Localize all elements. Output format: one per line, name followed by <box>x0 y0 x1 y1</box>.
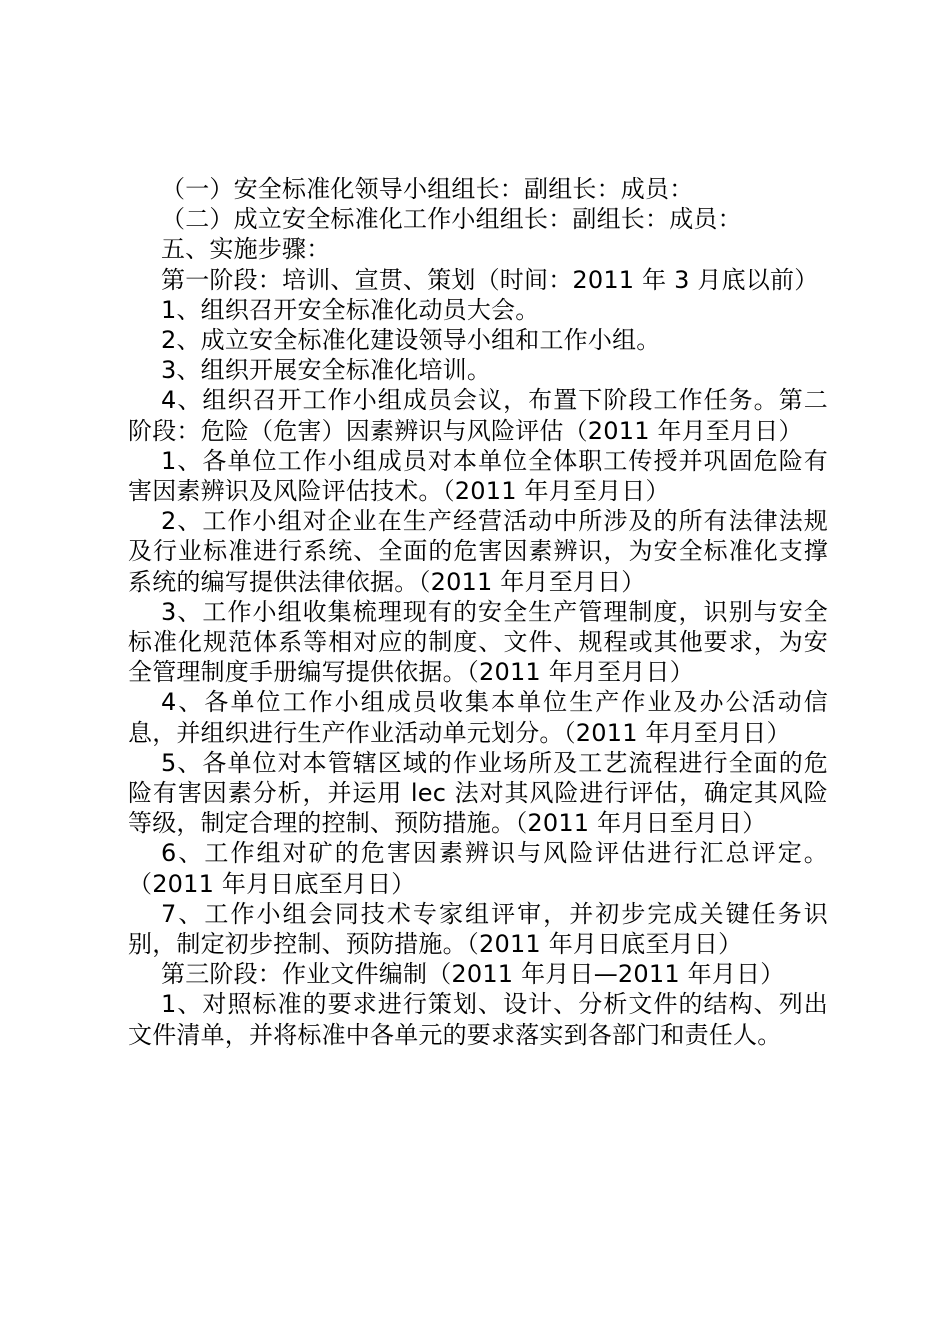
list-item: 5、各单位对本管辖区域的作业场所及工艺流程进行全面的危险有害因素分析，并运用 lec 法对其风险进行评估，确定其风险等级，制定合理的控制、预防措施。（2011 年月日至月日） <box>128 748 828 838</box>
list-item: 2、成立安全标准化建设领导小组和工作小组。 <box>161 326 661 355</box>
section-heading: 五、实施步骤： <box>161 235 331 264</box>
document-body <box>128 174 828 1050</box>
list-item: 1、组织召开安全标准化动员大会。 <box>161 295 540 324</box>
list-item: 6、工作组对矿的危害因素辨识与风险评估进行汇总评定。（2011 年月日底至月日） <box>128 839 828 898</box>
list-item: 2、工作小组对企业在生产经营活动中所涉及的所有法律法规及行业标准进行系统、全面的危害因素辨识，为安全标准化支撑系统的编写提供法律依据。（2011 年月至月日） <box>128 507 828 596</box>
list-item: 3、工作小组收集梳理现有的安全生产管理制度，识别与安全标准化规范体系等相对应的制度、文件、规程或其他要求，为安全管理制度手册编写提供依据。（2011 年月至月日） <box>128 597 828 687</box>
list-item: 7、工作小组会同技术专家组评审，并初步完成关键任务识别，制定初步控制、预防措施。（2011 年月日底至月日） <box>128 899 828 959</box>
paragraph: （二）成立安全标准化工作小组组长：副组长：成员： <box>161 205 742 234</box>
list-item: 3、组织开展安全标准化培训。 <box>161 356 492 385</box>
list-item: 4、各单位工作小组成员收集本单位生产作业及办公活动信息，并组织进行生产作业活动单元划分。（2011 年月至月日） <box>128 688 828 747</box>
phase-heading: 第三阶段：作业文件编制（2011 年月日—2011 年月日） <box>161 960 785 989</box>
list-item: 1、对照标准的要求进行策划、设计、分析文件的结构、列出文件清单，并将标准中各单元的要求落实到各部门和责任人。 <box>128 990 828 1049</box>
paragraph: （一）安全标准化领导小组组长：副组长：成员： <box>161 175 694 203</box>
list-item: 1、各单位工作小组成员对本单位全体职工传授并巩固危险有害因素辨识及风险评估技术。（2011 年月至月日） <box>128 446 828 506</box>
list-item: 4、组织召开工作小组成员会议，布置下阶段工作任务。第二阶段：危险（危害）因素辨识与风险评估（2011 年月至月日） <box>128 386 828 445</box>
phase-heading: 第一阶段：培训、宣贯、策划（时间：2011 年 3 月底以前） <box>161 265 819 294</box>
